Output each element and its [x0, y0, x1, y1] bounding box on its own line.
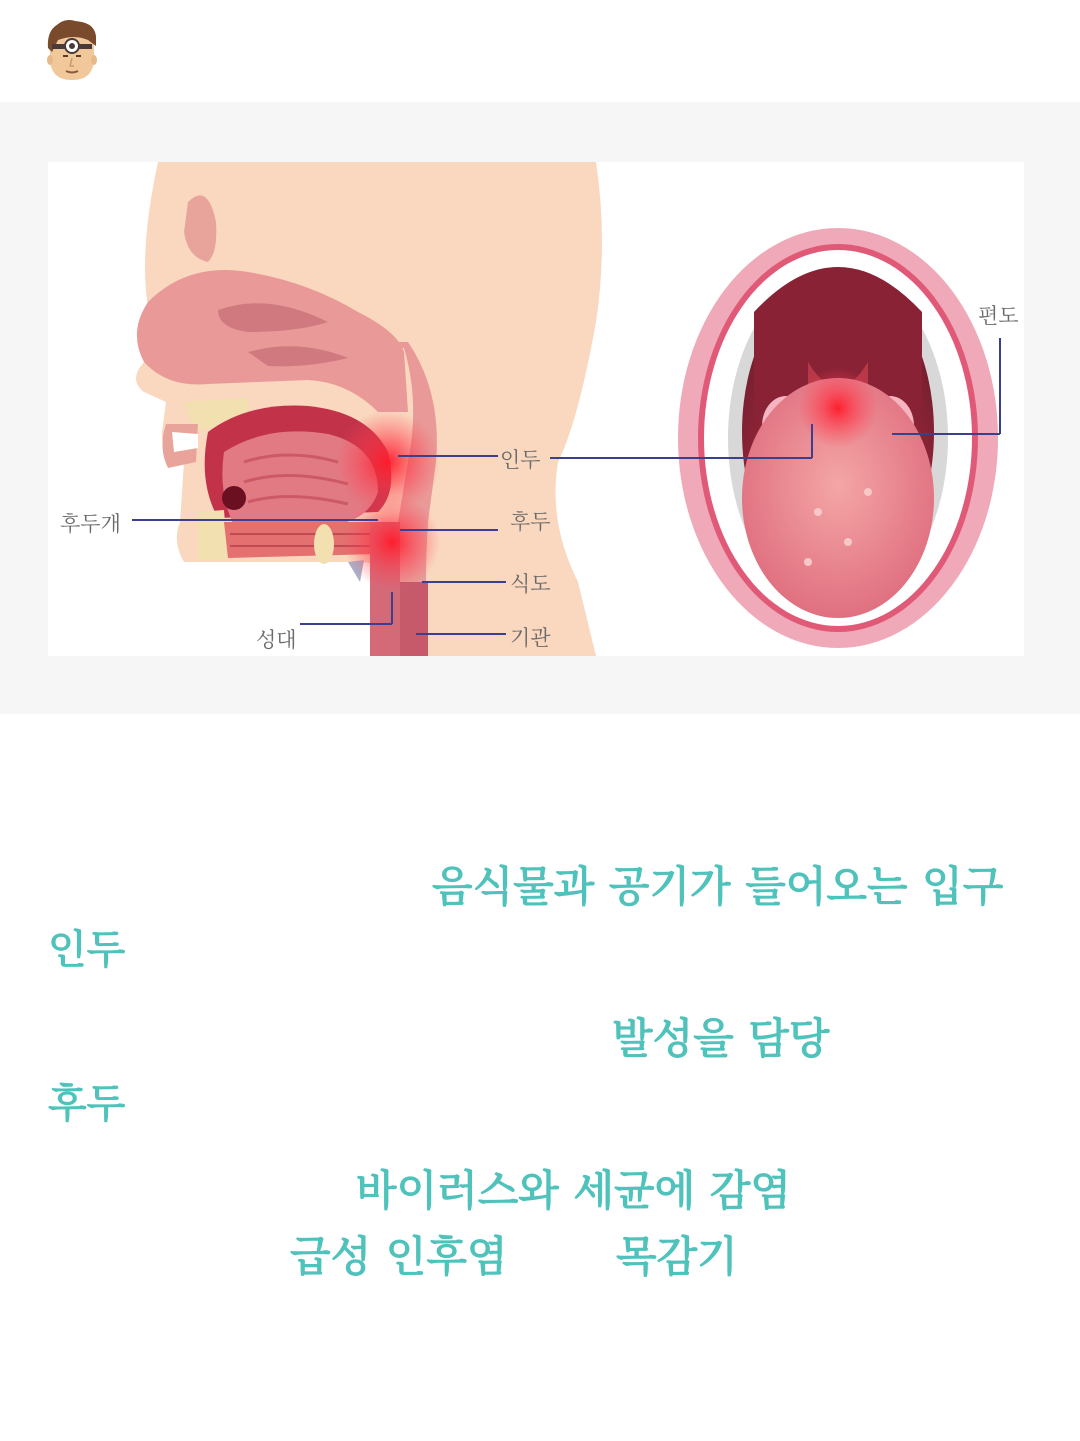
label-pharynx: 인두 [500, 448, 541, 472]
larynx-term: 후두 [48, 1081, 126, 1127]
label-esophagus: 식도 [510, 572, 551, 596]
doctor-avatar-icon [44, 18, 100, 84]
pharynx-term: 인두 [48, 927, 126, 973]
larynx-description: 발성을 담당 [612, 1014, 830, 1063]
acute-pharyngitis-text: 급성 인후염 [290, 1232, 508, 1281]
pharynx-description: 음식물과 공기가 들어오는 입구 [432, 862, 1004, 911]
anatomy-figure-section [0, 102, 1080, 714]
label-larynx: 후두 [510, 510, 551, 534]
infection-text: 바이러스와 세균에 감염 [356, 1166, 791, 1215]
header [0, 0, 1080, 102]
anatomy-figure [48, 162, 1024, 656]
label-tonsil: 편도 [978, 304, 1019, 328]
label-epiglottis: 후두개 [60, 512, 121, 536]
label-trachea: 기관 [510, 626, 551, 650]
common-cold-text: 목감기 [616, 1232, 738, 1281]
label-vocal-cords: 성대 [256, 628, 297, 652]
